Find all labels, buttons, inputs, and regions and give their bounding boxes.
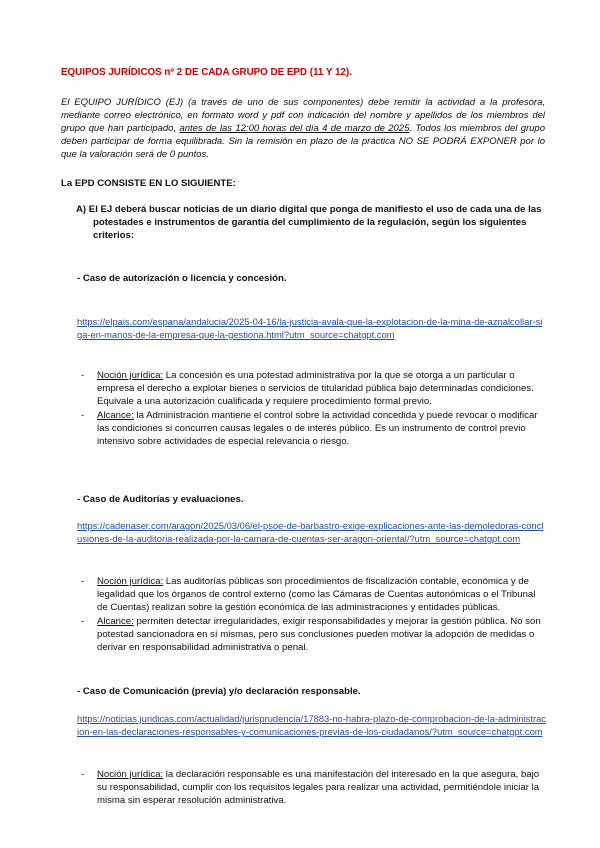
bullet-term: Alcance:	[97, 409, 134, 421]
intro-paragraph	[61, 96, 545, 162]
bullet-text: La concesión es una potestad administrativa por la que se otorga a un particular o empresa el derecho a explotar bienes o servicios de titularidad pública bajo determinadas condiciones. Equivale a una autorización cualificada y requiere procedimiento formal previo.	[97, 370, 534, 408]
document-title: EQUIPOS JURÍDICOS nº 2 DE CADA GRUPO DE EPD (11 Y 12).	[61, 67, 352, 78]
bullet-text: la declaración responsable es una manifestación del interesado en la que asegura, bajo su responsabilidad, cumplir con los requisitos legales para realizar una actividad, permitiéndole iniciar la misma sin esperar resolución administrativa.	[97, 769, 540, 807]
intro-text-2: . Todos los miembros del grupo deben participar de forma equilibrada. Sin la remisión en plazo de la práctica NO SE PODRÁ EXPONER por lo que la valoración será de 0 puntos.	[61, 123, 545, 161]
dash-marker: -	[81, 409, 85, 421]
list-item	[77, 575, 547, 615]
intro-deadline: antes de las 12:00 horas del día 4 de marzo de 2025	[179, 123, 410, 135]
bullet-text: permiten detectar irregularidades, exigir responsabilidades y mejorar la gestión pública. No son potestad sancionadora en sí mismas, pero sus conclusiones pueden motivar la adopción de medidas o derivar en responsabilidad administrativa o penal.	[97, 615, 541, 654]
section-heading: La EPD CONSISTE EN LO SIGUIENTE:	[61, 178, 236, 189]
dash-marker: -	[81, 615, 85, 627]
list-item	[77, 369, 547, 409]
bullet-term: Noción jurídica:	[97, 576, 164, 587]
bullet-term: Noción jurídica:	[97, 769, 164, 780]
dash-marker: -	[81, 370, 85, 381]
list-item	[77, 409, 547, 449]
bullet-term: Noción jurídica:	[97, 370, 164, 381]
point-a: A) El EJ deberá buscar noticias de un diario digital que ponga de manifiesto el uso de cada una de las potestades e instrumentos de garantía del cumplimiento de la regulación, según los siguientes criterios:	[76, 204, 542, 242]
bullet-text: Las auditorías públicas son procedimientos de fiscalización contable, económica y de legalidad que los órganos de control externo (como las Cámaras de Cuentas autonómicas o el Tribunal de Cuentas) realizan sobre la gestión económica de las administraciones y entidades públicas.	[97, 576, 536, 614]
case-bullets-audits	[77, 575, 547, 654]
case-heading-authorization: - Caso de autorización o licencia y concesión.	[77, 273, 287, 284]
bullet-term: Alcance:	[97, 615, 134, 627]
dash-marker: -	[81, 769, 85, 780]
case-bullets-authorization	[77, 369, 547, 448]
intro-text-1: El EQUIPO JURÍDICO (EJ) (a través de uno de sus componentes) debe remitir la actividad a la profesora, mediante correo electrónico, en formato word y pdf con indicación del nombre y apellidos de los miembros del grupo que han participado,	[61, 97, 545, 135]
bullet-text: la Administración mantiene el control sobre la actividad concedida y puede revocar o modificar las condiciones si concurren causas legales o de interés público. Es un instrumento de control previo intensivo sobre actividades de especial relevancia o riesgo.	[97, 409, 538, 448]
case-heading-communication: - Caso de Comunicación (previa) y/o declaración responsable.	[77, 686, 361, 697]
case-heading-audits: - Caso de Auditorías y evaluaciones.	[77, 494, 244, 505]
case-link-audits[interactable]: https://cadenaser.com/aragon/2025/03/06/el-psoe-de-barbastro-exige-explicaciones-ante-las-demoledoras-conclusiones-de-la-auditoria-realizada-por-la-camara-de-cuentas-ser-aragon-oriental/?utm_source=chatgpt.com	[77, 520, 544, 544]
list-item	[77, 615, 547, 655]
case-bullets-communication	[77, 768, 547, 808]
dash-marker: -	[81, 576, 85, 587]
case-link-communication[interactable]: https://noticias.juridicas.com/actualidad/jurisprudencia/17883-no-habra-plazo-de-comprobacion-de-la-administracion-en-las-declaraciones-responsables-y-comunicaciones-previas-de-los-ciudadanos/?utm_source=chatgpt.com	[77, 713, 546, 737]
list-item	[77, 768, 547, 808]
case-link-authorization[interactable]: https://elpais.com/espana/andalucia/2025-04-16/la-justicia-avala-que-la-explotacion-de-la-mina-de-aznalcollar-siga-en-manos-de-la-empresa-que-la-gestiona.html?utm_source=chatgpt.com	[77, 316, 543, 340]
